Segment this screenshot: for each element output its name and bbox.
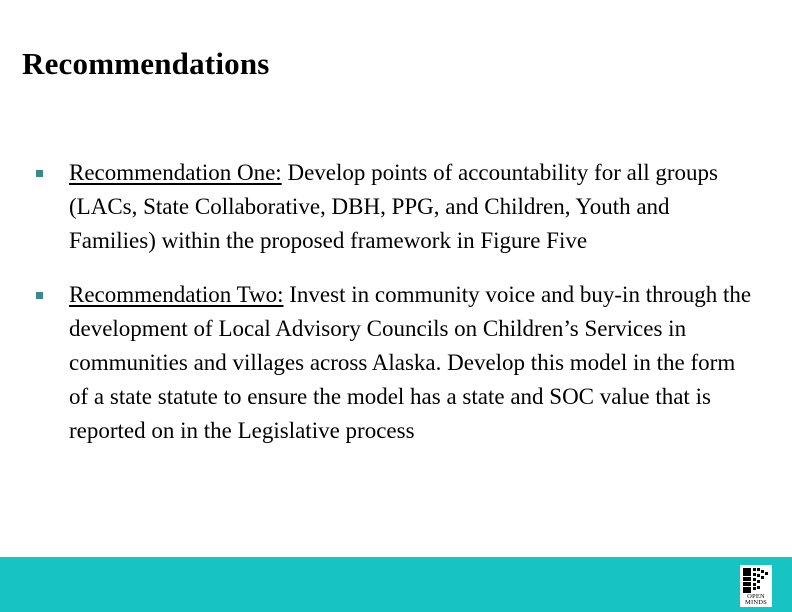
recommendation-two-text: Invest in community voice and buy-in through the development of Local Advisory Councils on Children’s Services in communities and villages across Alaska. Develop this model in the form of a state statute to ensure the model has a state and SOC value that is reported on in the Legislative process <box>69 282 752 443</box>
recommendation-one-heading: Recommendation One: <box>69 160 282 185</box>
recommendation-two <box>0 278 792 448</box>
open-minds-logo <box>740 565 772 607</box>
logo-text-open: OPEN <box>747 593 765 600</box>
recommendation-list <box>0 156 792 448</box>
recommendation-one-text: Develop points of accountability for all groups (LACs, State Collaborative, DBH, PPG, and Children, Youth and Families) within the proposed framework in Figure Five <box>69 160 718 253</box>
recommendation-two-heading: Recommendation Two: <box>69 282 284 307</box>
square-bullet-icon <box>36 170 43 177</box>
open-minds-mark-icon <box>743 568 769 593</box>
slide-title: Recommendations <box>22 46 270 81</box>
square-bullet-icon <box>36 292 43 299</box>
footer-band <box>0 557 792 612</box>
logo-text-minds: MINDS <box>745 599 767 606</box>
recommendation-one <box>0 156 792 258</box>
